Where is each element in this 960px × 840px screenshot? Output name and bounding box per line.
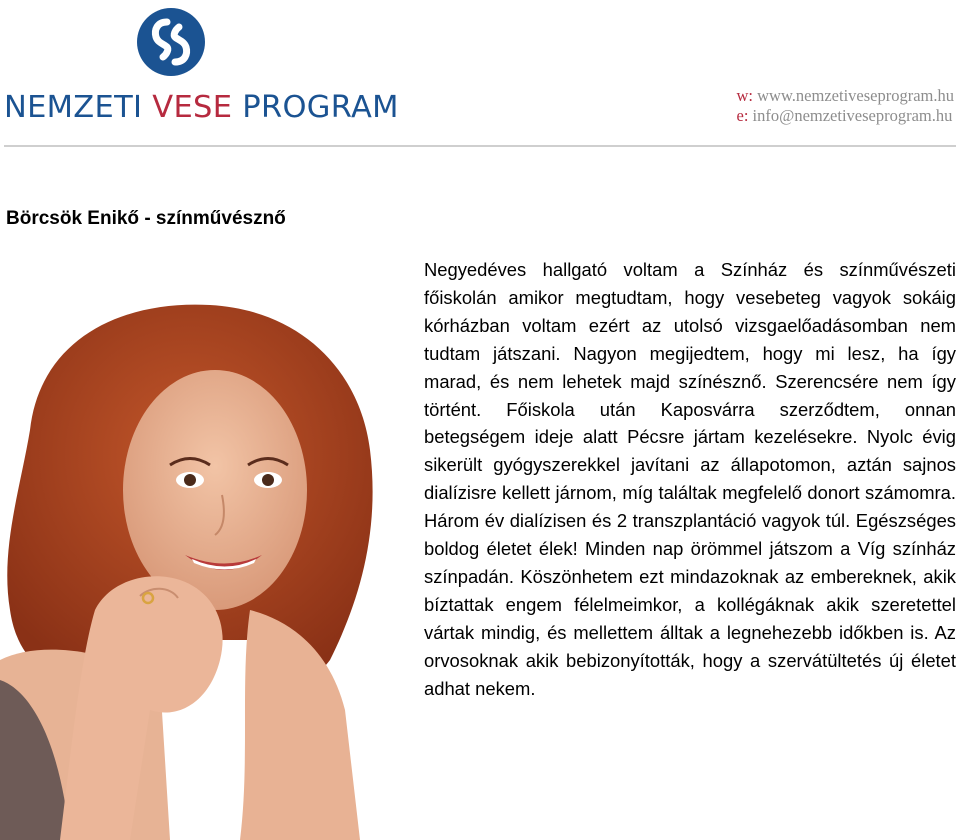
contact-web-row (737, 86, 955, 106)
logo-word-nemzeti: NEMZETI (4, 90, 143, 125)
article-body: Negyedéves hallgató voltam a Színház és színművészeti főiskolán amikor megtudtam, hogy vesebeteg vagyok sokáig kórházban voltam ezért az utolsó vizsgaelőadásomban nem tudtam játszani. Nagyon megijedtem, hogy mi lesz, ha így marad, és nem lehetek majd színésznő. Szerencsére nem így történt. Főiskola után Kaposvárra szerződtem, onnan betegségem ideje alatt Pécsre jártam kezelésekre. Nyolc évig sikerült gyógyszerekkel javítani az állapotomon, aztán sajnos dialízisre kellett járnom, míg találtak megfelelő donort számomra. Három év dialízisen és 2 transzplantáció vagyok túl. Egészséges boldog életet élek! Minden nap örömmel játszom a Víg színház színpadán. Köszönhetem ezt mindazoknak az embereknek, akik bíztattak engem félelmeimkor, a kollégáknak akik szeretettel vártak mindig, és mellettem álltak a legnehezebb időkben is. Az orvosoknak akik bebizonyították, hogy a szervátültetés új életet adhat nekem. (424, 259, 956, 699)
contact-email-row (737, 106, 955, 126)
email-link[interactable]: info@nemzetiveseprogram.hu (752, 106, 953, 125)
web-link[interactable]: www.nemzetiveseprogram.hu (757, 86, 954, 105)
email-label: e: (736, 106, 749, 125)
contact-block (737, 86, 955, 126)
logo-word-program: PROGRAM (242, 90, 399, 125)
portrait-photo (0, 280, 410, 840)
web-label: w: (736, 86, 753, 105)
logo-word-vese: VESE (152, 90, 233, 125)
header-divider (4, 145, 956, 147)
logo-wordmark (4, 90, 399, 126)
article-title: Börcsök Enikő - színművésznő (6, 208, 286, 229)
kidney-logo-icon (136, 7, 206, 77)
